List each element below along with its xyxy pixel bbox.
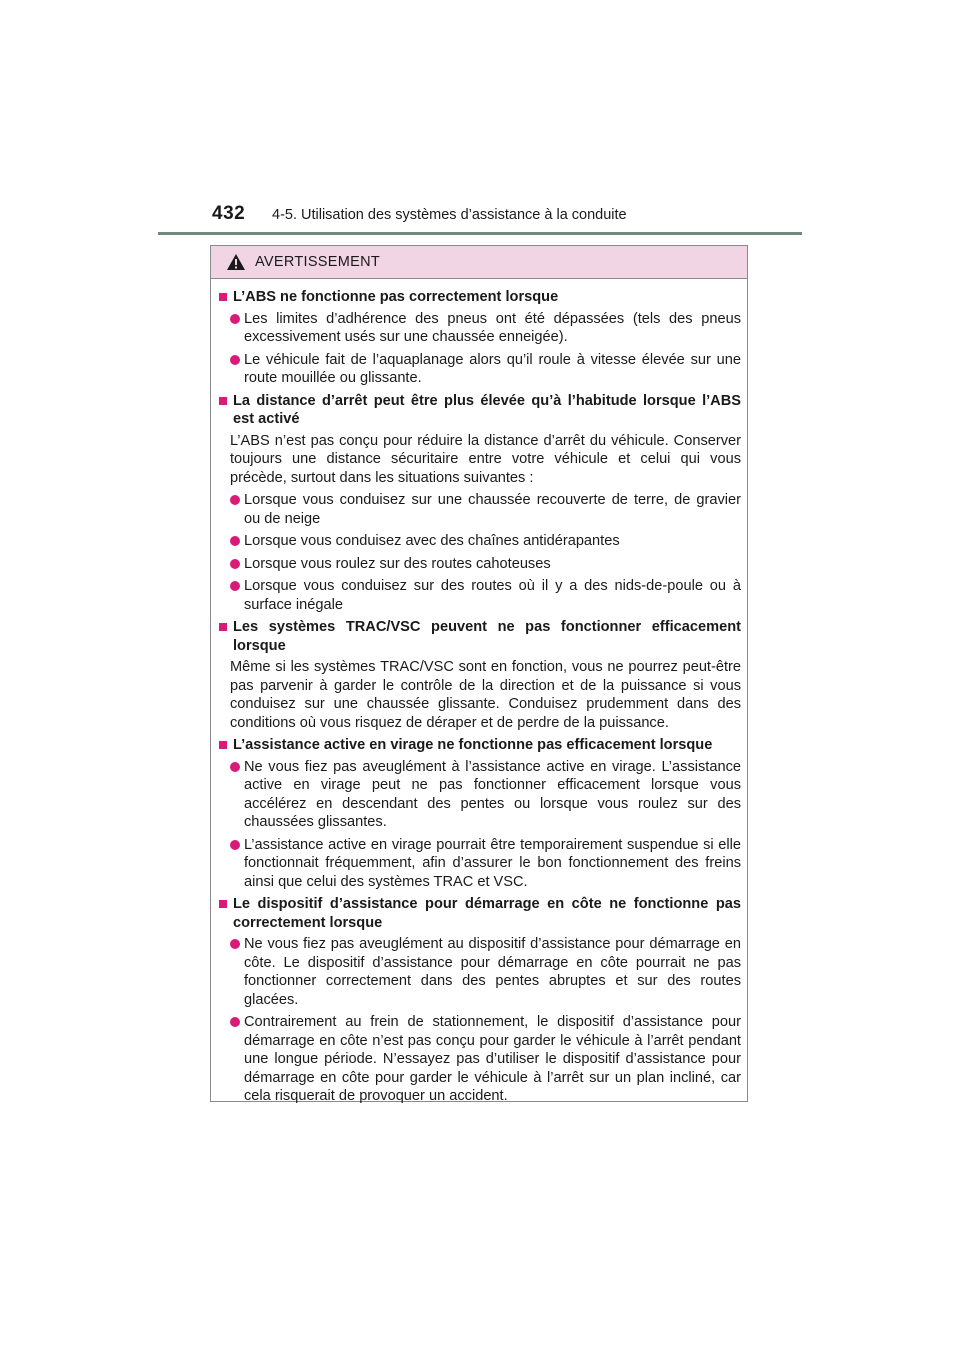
warning-triangle-icon bbox=[226, 253, 246, 271]
section-heading bbox=[219, 618, 741, 655]
chapter-title: 4-5. Utilisation des systèmes d’assistance à la conduite bbox=[272, 207, 627, 223]
bullet-item bbox=[230, 1013, 741, 1106]
round-bullet-icon bbox=[230, 314, 240, 324]
square-bullet-icon bbox=[219, 900, 227, 908]
square-bullet-icon bbox=[219, 293, 227, 301]
round-bullet-icon bbox=[230, 840, 240, 850]
bullet-list bbox=[219, 491, 741, 614]
section-heading bbox=[219, 736, 741, 755]
section-heading bbox=[219, 895, 741, 932]
round-bullet-icon bbox=[230, 939, 240, 949]
round-bullet-icon bbox=[230, 495, 240, 505]
warning-box bbox=[210, 245, 748, 1102]
round-bullet-icon bbox=[230, 536, 240, 546]
round-bullet-icon bbox=[230, 581, 240, 591]
bullet-text: Lorsque vous conduisez sur des routes où il y a des nids-de-poule ou à surface inégale bbox=[244, 578, 741, 613]
bullet-item bbox=[230, 935, 741, 1009]
bullet-text: Lorsque vous roulez sur des routes cahoteuses bbox=[244, 555, 551, 572]
warning-body bbox=[211, 279, 747, 1106]
bullet-text: Ne vous fiez pas aveuglément au dispositif d’assistance pour démarrage en côte. Le dispositif d’assistance pour démarrage en côte pourrait ne pas fonctionner correctement dans des pentes abruptes et sur des routes glacées. bbox=[244, 936, 741, 1008]
bullet-item bbox=[230, 555, 741, 574]
section-heading bbox=[219, 288, 741, 307]
warning-section bbox=[219, 288, 741, 388]
warning-section bbox=[219, 895, 741, 1106]
header-rule bbox=[158, 232, 802, 235]
warning-title: AVERTISSEMENT bbox=[255, 254, 381, 270]
page-number: 432 bbox=[212, 203, 246, 224]
bullet-list bbox=[219, 310, 741, 388]
section-title: Le dispositif d’assistance pour démarrage en côte ne fonctionne pas correctement lorsque bbox=[233, 896, 741, 931]
bullet-item bbox=[230, 532, 741, 551]
bullet-text: Les limites d’adhérence des pneus ont été dépassées (tels des pneus excessivement usés sur une chaussée enneigée). bbox=[244, 310, 741, 345]
warning-section bbox=[219, 618, 741, 732]
bullet-list bbox=[219, 758, 741, 892]
bullet-text: Ne vous fiez pas aveuglément à l’assistance active en virage. L’assistance active en virage peut ne pas fonctionner efficacement lorsque vous accélérez en descendant des pentes ou lorsque vous roulez sur des chaussées glissantes. bbox=[244, 758, 741, 830]
bullet-item bbox=[230, 758, 741, 832]
warning-section bbox=[219, 736, 741, 891]
section-heading bbox=[219, 392, 741, 429]
square-bullet-icon bbox=[219, 741, 227, 749]
bullet-text: Lorsque vous conduisez avec des chaînes antidérapantes bbox=[244, 533, 620, 549]
section-title: L’assistance active en virage ne fonctionne pas efficacement lorsque bbox=[233, 737, 713, 753]
warning-header bbox=[211, 246, 747, 279]
bullet-list bbox=[219, 935, 741, 1106]
bullet-text: Contrairement au frein de stationnement, le dispositif d’assistance pour démarrage en côte n’est pas conçu pour garder le véhicule à l’arrêt pendant une longue période. N’essayez pas d’utiliser le dispositif d’assistance pour démarrage en côte pour garder le véhicule à l’arrêt sur un plan incliné, car cela risquerait de provoquer un accident. bbox=[244, 1014, 741, 1104]
section-paragraph: Même si les systèmes TRAC/VSC sont en fonction, vous ne pourrez peut-être pas parvenir à garder le contrôle de la direction et de la puissance si vous conduisez sur une chaussée glissante. Conduisez prudemment dans des conditions où vous risquez de déraper et de perdre de la puissance. bbox=[230, 659, 741, 731]
bullet-text: Le véhicule fait de l’aquaplanage alors qu’il roule à vitesse élevée sur une route mouillée ou glissante. bbox=[244, 351, 741, 386]
section-title: Les systèmes TRAC/VSC peuvent ne pas fonctionner efficacement lorsque bbox=[233, 619, 741, 654]
round-bullet-icon bbox=[230, 355, 240, 365]
section-paragraph: L’ABS n’est pas conçu pour réduire la distance d’arrêt du véhicule. Conserver toujours une distance sécuritaire entre votre véhicule et celui qui vous précède, surtout dans les situations suivantes : bbox=[230, 432, 741, 486]
bullet-item bbox=[230, 491, 741, 528]
round-bullet-icon bbox=[230, 559, 240, 569]
section-title: La distance d’arrêt peut être plus élevée qu’à l’habitude lorsque l’ABS est activé bbox=[233, 392, 741, 427]
round-bullet-icon bbox=[230, 762, 240, 772]
bullet-item bbox=[230, 310, 741, 347]
bullet-text: Lorsque vous conduisez sur une chaussée recouverte de terre, de gravier ou de neige bbox=[244, 492, 741, 527]
square-bullet-icon bbox=[219, 623, 227, 631]
warning-section bbox=[219, 392, 741, 615]
square-bullet-icon bbox=[219, 397, 227, 405]
page-header bbox=[212, 200, 802, 232]
bullet-text: L’assistance active en virage pourrait être temporairement suspendue si elle fonctionnait fréquemment, afin d’assurer le bon fonctionnement des freins ainsi que celui des systèmes TRAC et VSC. bbox=[244, 836, 741, 890]
bullet-item bbox=[230, 577, 741, 614]
round-bullet-icon bbox=[230, 1017, 240, 1027]
bullet-item bbox=[230, 836, 741, 892]
bullet-item bbox=[230, 351, 741, 388]
section-title: L’ABS ne fonctionne pas correctement lorsque bbox=[233, 289, 559, 305]
